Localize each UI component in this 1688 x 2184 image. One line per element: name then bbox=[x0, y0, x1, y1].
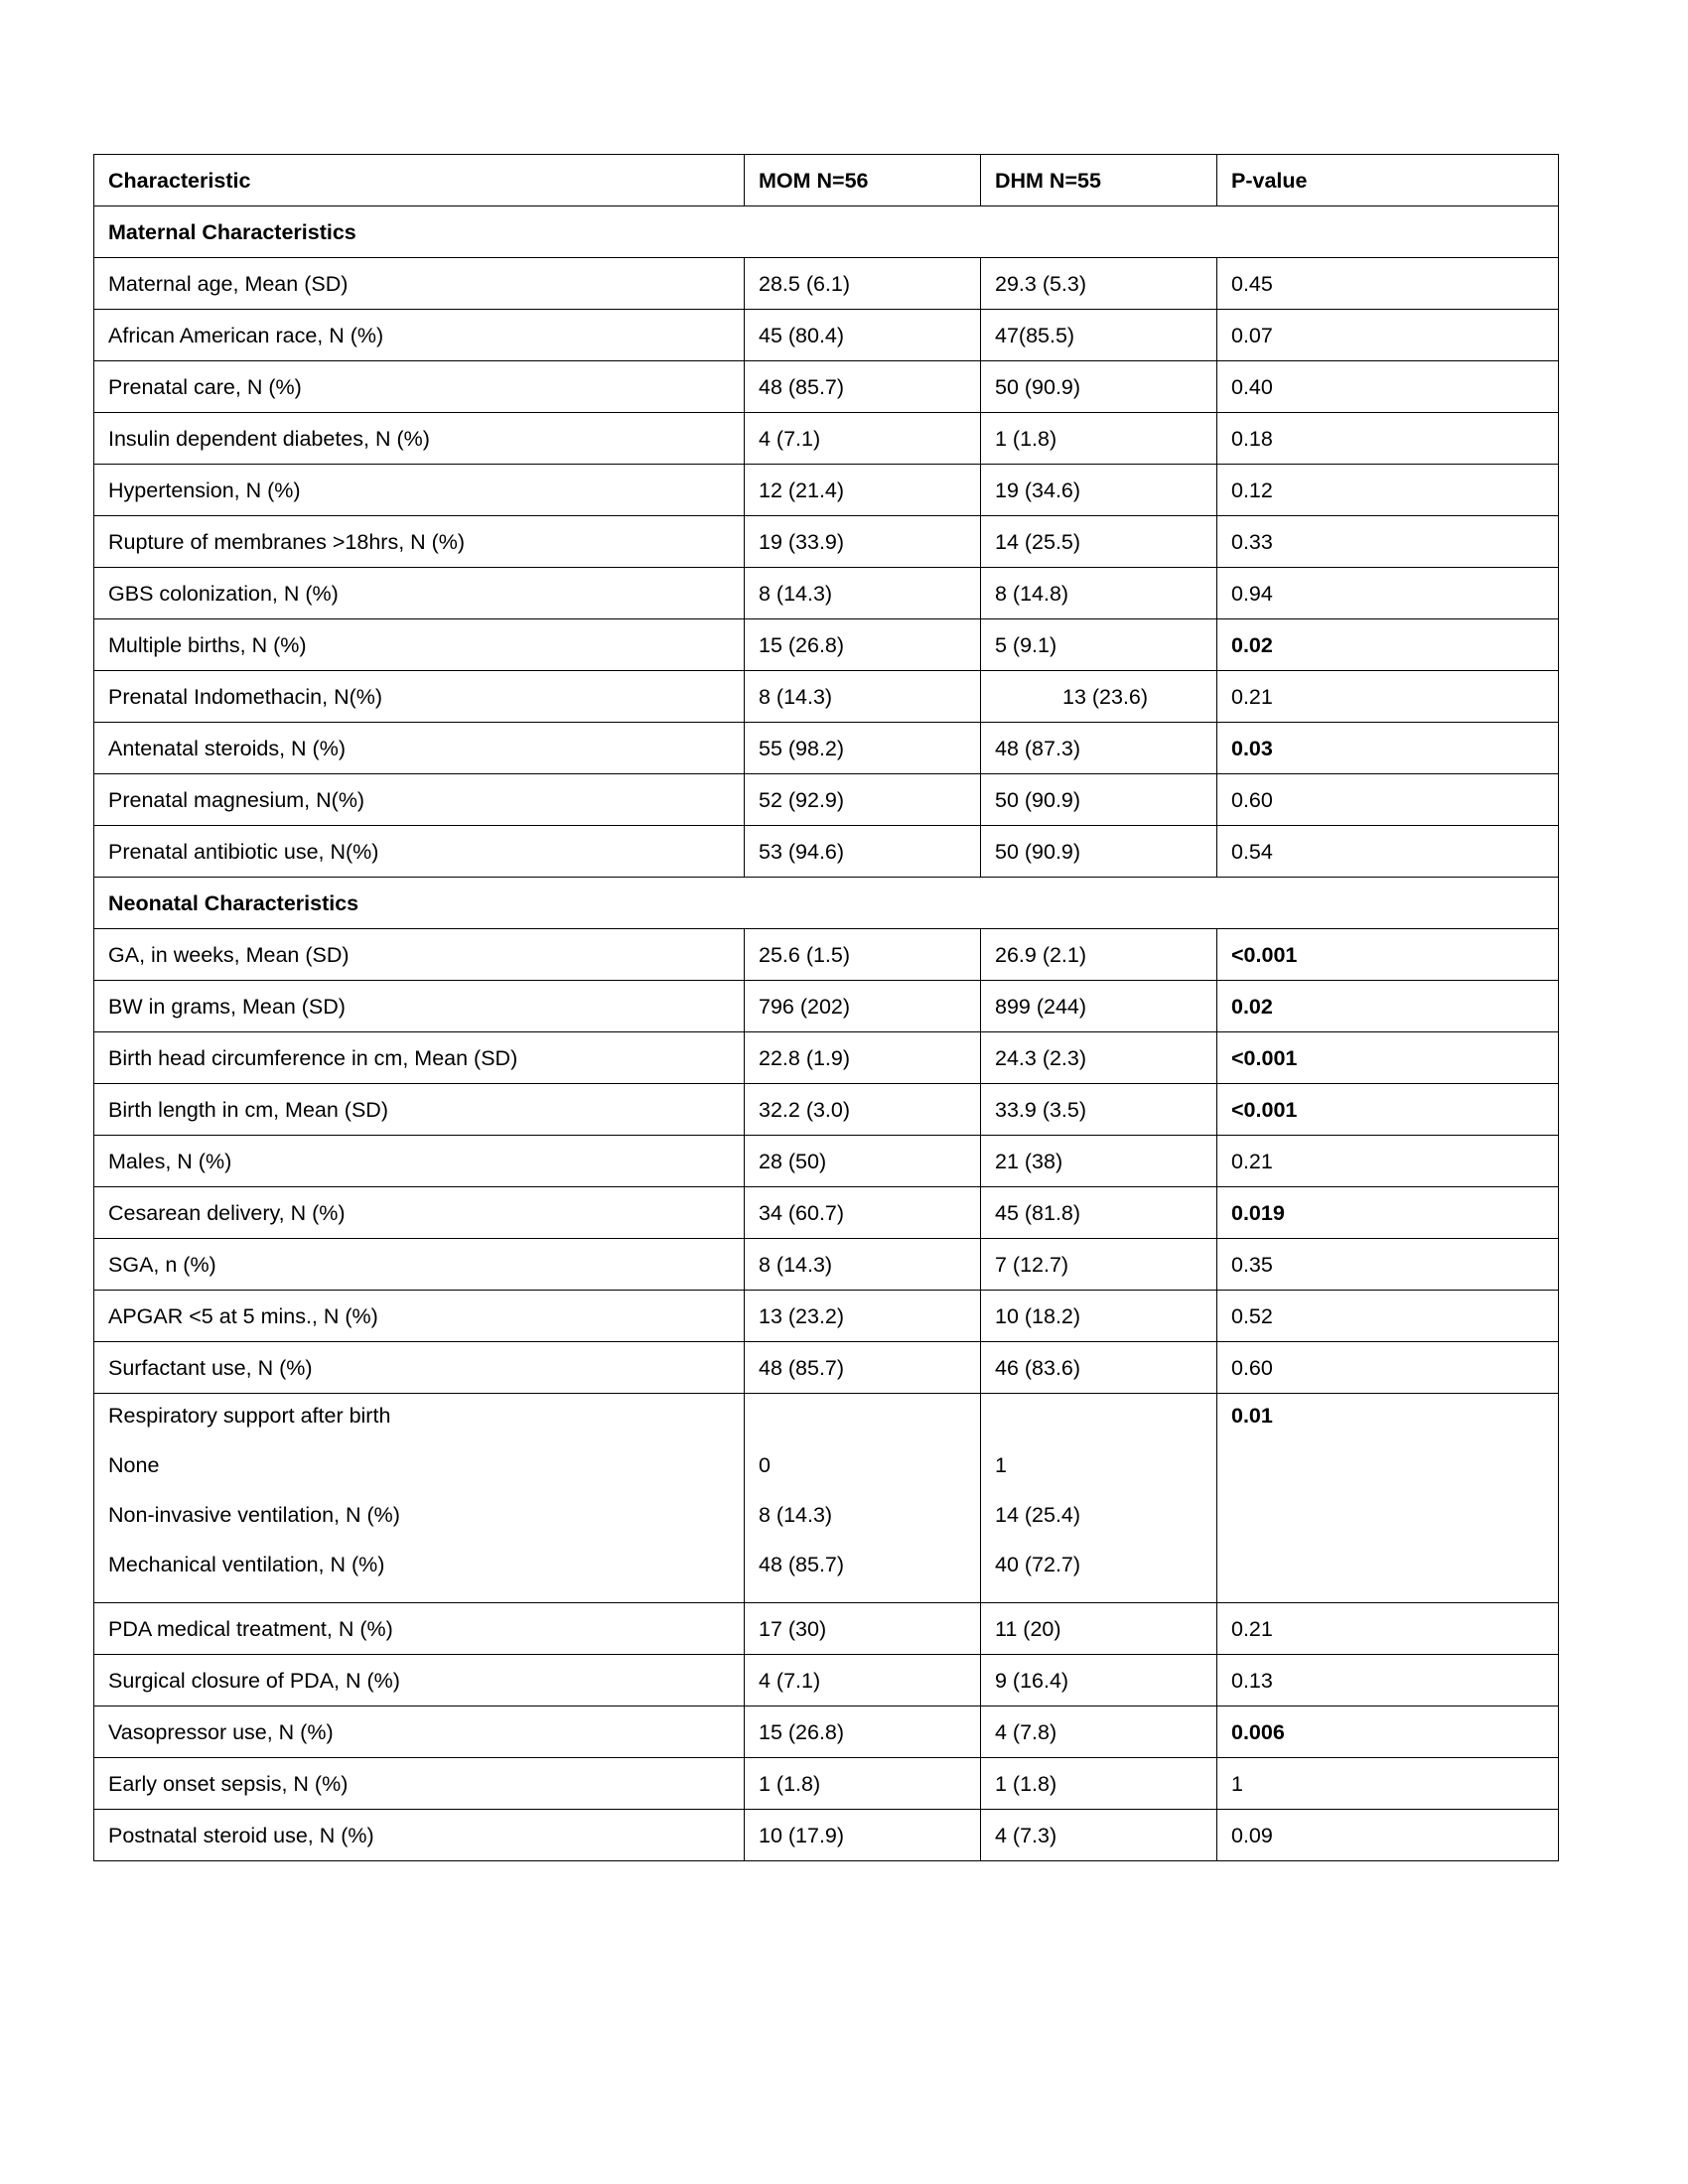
respiratory-sub-dhm: 1 bbox=[995, 1453, 1007, 1477]
row-p-value: 0.94 bbox=[1217, 568, 1559, 619]
table-row bbox=[94, 826, 1559, 878]
respiratory-p-value: 0.01 bbox=[1231, 1404, 1273, 1428]
row-mom-value: 48 (85.7) bbox=[745, 361, 981, 413]
row-dhm-value: 50 (90.9) bbox=[981, 361, 1217, 413]
respiratory-sub-mom: 8 (14.3) bbox=[759, 1503, 833, 1527]
row-mom-value: 55 (98.2) bbox=[745, 723, 981, 774]
row-mom-value: 10 (17.9) bbox=[745, 1810, 981, 1861]
header-dhm: DHM N=55 bbox=[981, 155, 1217, 206]
row-dhm-value: 13 (23.6) bbox=[981, 671, 1217, 723]
row-dhm-value: 21 (38) bbox=[981, 1136, 1217, 1187]
row-p-value: 0.40 bbox=[1217, 361, 1559, 413]
row-label: Prenatal Indomethacin, N(%) bbox=[94, 671, 745, 723]
row-dhm-value: 48 (87.3) bbox=[981, 723, 1217, 774]
row-dhm-value: 1 (1.8) bbox=[981, 1758, 1217, 1810]
row-label: Birth head circumference in cm, Mean (SD) bbox=[94, 1032, 745, 1084]
row-mom-value: 4 (7.1) bbox=[745, 413, 981, 465]
row-p-value: 0.21 bbox=[1217, 1136, 1559, 1187]
table-row bbox=[94, 929, 1559, 981]
row-dhm-value: 45 (81.8) bbox=[981, 1187, 1217, 1239]
table-row bbox=[94, 413, 1559, 465]
respiratory-label-cell bbox=[94, 1394, 745, 1603]
row-dhm-value: 10 (18.2) bbox=[981, 1291, 1217, 1342]
table-row bbox=[94, 671, 1559, 723]
row-dhm-value: 33.9 (3.5) bbox=[981, 1084, 1217, 1136]
row-p-value: 0.12 bbox=[1217, 465, 1559, 516]
row-mom-value: 17 (30) bbox=[745, 1603, 981, 1655]
row-p-value: 0.13 bbox=[1217, 1655, 1559, 1706]
row-label: GBS colonization, N (%) bbox=[94, 568, 745, 619]
table-body bbox=[94, 155, 1559, 1861]
table-row bbox=[94, 1084, 1559, 1136]
row-label: SGA, n (%) bbox=[94, 1239, 745, 1291]
table-row bbox=[94, 981, 1559, 1032]
header-mom: MOM N=56 bbox=[745, 155, 981, 206]
row-mom-value: 22.8 (1.9) bbox=[745, 1032, 981, 1084]
row-dhm-value: 899 (244) bbox=[981, 981, 1217, 1032]
row-label: Cesarean delivery, N (%) bbox=[94, 1187, 745, 1239]
row-label: Insulin dependent diabetes, N (%) bbox=[94, 413, 745, 465]
row-label: Prenatal care, N (%) bbox=[94, 361, 745, 413]
row-label: Rupture of membranes >18hrs, N (%) bbox=[94, 516, 745, 568]
row-p-value: 0.54 bbox=[1217, 826, 1559, 878]
row-dhm-value: 50 (90.9) bbox=[981, 774, 1217, 826]
row-dhm-value: 5 (9.1) bbox=[981, 619, 1217, 671]
row-dhm-value: 46 (83.6) bbox=[981, 1342, 1217, 1394]
row-p-value: 0.52 bbox=[1217, 1291, 1559, 1342]
row-label: Hypertension, N (%) bbox=[94, 465, 745, 516]
respiratory-sub-mom: 0 bbox=[759, 1453, 771, 1477]
row-p-value: 0.07 bbox=[1217, 310, 1559, 361]
row-p-value: <0.001 bbox=[1217, 929, 1559, 981]
header-characteristic: Characteristic bbox=[94, 155, 745, 206]
row-p-value: 0.03 bbox=[1217, 723, 1559, 774]
row-mom-value: 8 (14.3) bbox=[745, 568, 981, 619]
table-row bbox=[94, 1342, 1559, 1394]
row-label: Antenatal steroids, N (%) bbox=[94, 723, 745, 774]
table-row bbox=[94, 1655, 1559, 1706]
row-label: African American race, N (%) bbox=[94, 310, 745, 361]
row-label: Prenatal antibiotic use, N(%) bbox=[94, 826, 745, 878]
row-p-value: 0.45 bbox=[1217, 258, 1559, 310]
row-dhm-value: 4 (7.8) bbox=[981, 1706, 1217, 1758]
row-label: Surgical closure of PDA, N (%) bbox=[94, 1655, 745, 1706]
table-header-row bbox=[94, 155, 1559, 206]
row-p-value: 0.60 bbox=[1217, 1342, 1559, 1394]
row-label: Males, N (%) bbox=[94, 1136, 745, 1187]
section-title-neonatal: Neonatal Characteristics bbox=[94, 878, 1559, 929]
row-mom-value: 32.2 (3.0) bbox=[745, 1084, 981, 1136]
row-label: Birth length in cm, Mean (SD) bbox=[94, 1084, 745, 1136]
respiratory-sub-label: None bbox=[108, 1453, 160, 1477]
row-label: Vasopressor use, N (%) bbox=[94, 1706, 745, 1758]
row-mom-value: 19 (33.9) bbox=[745, 516, 981, 568]
row-label: Prenatal magnesium, N(%) bbox=[94, 774, 745, 826]
row-dhm-value: 50 (90.9) bbox=[981, 826, 1217, 878]
row-p-value: 0.21 bbox=[1217, 1603, 1559, 1655]
row-mom-value: 796 (202) bbox=[745, 981, 981, 1032]
row-mom-value: 28.5 (6.1) bbox=[745, 258, 981, 310]
row-p-value: <0.001 bbox=[1217, 1032, 1559, 1084]
row-p-value: 0.60 bbox=[1217, 774, 1559, 826]
row-mom-value: 45 (80.4) bbox=[745, 310, 981, 361]
table-row bbox=[94, 1810, 1559, 1861]
table-row bbox=[94, 1187, 1559, 1239]
row-p-value: 1 bbox=[1217, 1758, 1559, 1810]
row-dhm-value: 9 (16.4) bbox=[981, 1655, 1217, 1706]
table-row bbox=[94, 1706, 1559, 1758]
section-row-neonatal bbox=[94, 878, 1559, 929]
row-p-value: 0.33 bbox=[1217, 516, 1559, 568]
table-row bbox=[94, 568, 1559, 619]
row-p-value: 0.02 bbox=[1217, 619, 1559, 671]
row-p-value: 0.21 bbox=[1217, 671, 1559, 723]
row-mom-value: 53 (94.6) bbox=[745, 826, 981, 878]
row-mom-value: 8 (14.3) bbox=[745, 1239, 981, 1291]
respiratory-sub-dhm: 14 (25.4) bbox=[995, 1503, 1081, 1527]
row-mom-value: 1 (1.8) bbox=[745, 1758, 981, 1810]
table-row bbox=[94, 1239, 1559, 1291]
header-p-value: P-value bbox=[1217, 155, 1559, 206]
row-label: PDA medical treatment, N (%) bbox=[94, 1603, 745, 1655]
respiratory-sub-mom: 48 (85.7) bbox=[759, 1553, 845, 1576]
row-mom-value: 13 (23.2) bbox=[745, 1291, 981, 1342]
row-dhm-value: 26.9 (2.1) bbox=[981, 929, 1217, 981]
row-mom-value: 4 (7.1) bbox=[745, 1655, 981, 1706]
respiratory-label: Respiratory support after birth bbox=[108, 1404, 391, 1428]
row-dhm-value: 11 (20) bbox=[981, 1603, 1217, 1655]
row-label: GA, in weeks, Mean (SD) bbox=[94, 929, 745, 981]
respiratory-dhm-cell bbox=[981, 1394, 1217, 1603]
row-dhm-value: 8 (14.8) bbox=[981, 568, 1217, 619]
row-p-value: 0.18 bbox=[1217, 413, 1559, 465]
row-p-value: 0.09 bbox=[1217, 1810, 1559, 1861]
respiratory-mom-cell bbox=[745, 1394, 981, 1603]
row-dhm-value: 47(85.5) bbox=[981, 310, 1217, 361]
row-mom-value: 52 (92.9) bbox=[745, 774, 981, 826]
row-mom-value: 8 (14.3) bbox=[745, 671, 981, 723]
row-mom-value: 12 (21.4) bbox=[745, 465, 981, 516]
respiratory-sub-label: Non-invasive ventilation, N (%) bbox=[108, 1503, 400, 1527]
row-label: Maternal age, Mean (SD) bbox=[94, 258, 745, 310]
row-dhm-value: 29.3 (5.3) bbox=[981, 258, 1217, 310]
respiratory-sub-label: Mechanical ventilation, N (%) bbox=[108, 1553, 385, 1576]
row-p-value: <0.001 bbox=[1217, 1084, 1559, 1136]
row-p-value: 0.006 bbox=[1217, 1706, 1559, 1758]
row-p-value: 0.02 bbox=[1217, 981, 1559, 1032]
table-row bbox=[94, 619, 1559, 671]
row-dhm-value: 1 (1.8) bbox=[981, 413, 1217, 465]
row-mom-value: 28 (50) bbox=[745, 1136, 981, 1187]
row-label: APGAR <5 at 5 mins., N (%) bbox=[94, 1291, 745, 1342]
row-mom-value: 15 (26.8) bbox=[745, 619, 981, 671]
respiratory-p-cell bbox=[1217, 1394, 1559, 1603]
table-row bbox=[94, 1291, 1559, 1342]
table-row bbox=[94, 258, 1559, 310]
section-title-maternal: Maternal Characteristics bbox=[94, 206, 1559, 258]
row-mom-value: 34 (60.7) bbox=[745, 1187, 981, 1239]
row-dhm-value: 19 (34.6) bbox=[981, 465, 1217, 516]
characteristics-table bbox=[93, 154, 1559, 1861]
table-row bbox=[94, 1603, 1559, 1655]
row-p-value: 0.019 bbox=[1217, 1187, 1559, 1239]
table-row bbox=[94, 1136, 1559, 1187]
row-dhm-value: 4 (7.3) bbox=[981, 1810, 1217, 1861]
row-dhm-value: 24.3 (2.3) bbox=[981, 1032, 1217, 1084]
row-dhm-value: 14 (25.5) bbox=[981, 516, 1217, 568]
table-row bbox=[94, 1032, 1559, 1084]
row-mom-value: 15 (26.8) bbox=[745, 1706, 981, 1758]
row-dhm-value: 7 (12.7) bbox=[981, 1239, 1217, 1291]
table-row bbox=[94, 516, 1559, 568]
table-row bbox=[94, 1758, 1559, 1810]
table-row bbox=[94, 361, 1559, 413]
section-row-maternal bbox=[94, 206, 1559, 258]
row-p-value: 0.35 bbox=[1217, 1239, 1559, 1291]
table-row bbox=[94, 465, 1559, 516]
row-label: Postnatal steroid use, N (%) bbox=[94, 1810, 745, 1861]
row-mom-value: 25.6 (1.5) bbox=[745, 929, 981, 981]
row-label: Early onset sepsis, N (%) bbox=[94, 1758, 745, 1810]
table-row-respiratory-support bbox=[94, 1394, 1559, 1603]
row-label: Multiple births, N (%) bbox=[94, 619, 745, 671]
table-row bbox=[94, 723, 1559, 774]
row-mom-value: 48 (85.7) bbox=[745, 1342, 981, 1394]
row-label: Surfactant use, N (%) bbox=[94, 1342, 745, 1394]
row-label: BW in grams, Mean (SD) bbox=[94, 981, 745, 1032]
respiratory-sub-dhm: 40 (72.7) bbox=[995, 1553, 1081, 1576]
table-row bbox=[94, 310, 1559, 361]
table-row bbox=[94, 774, 1559, 826]
